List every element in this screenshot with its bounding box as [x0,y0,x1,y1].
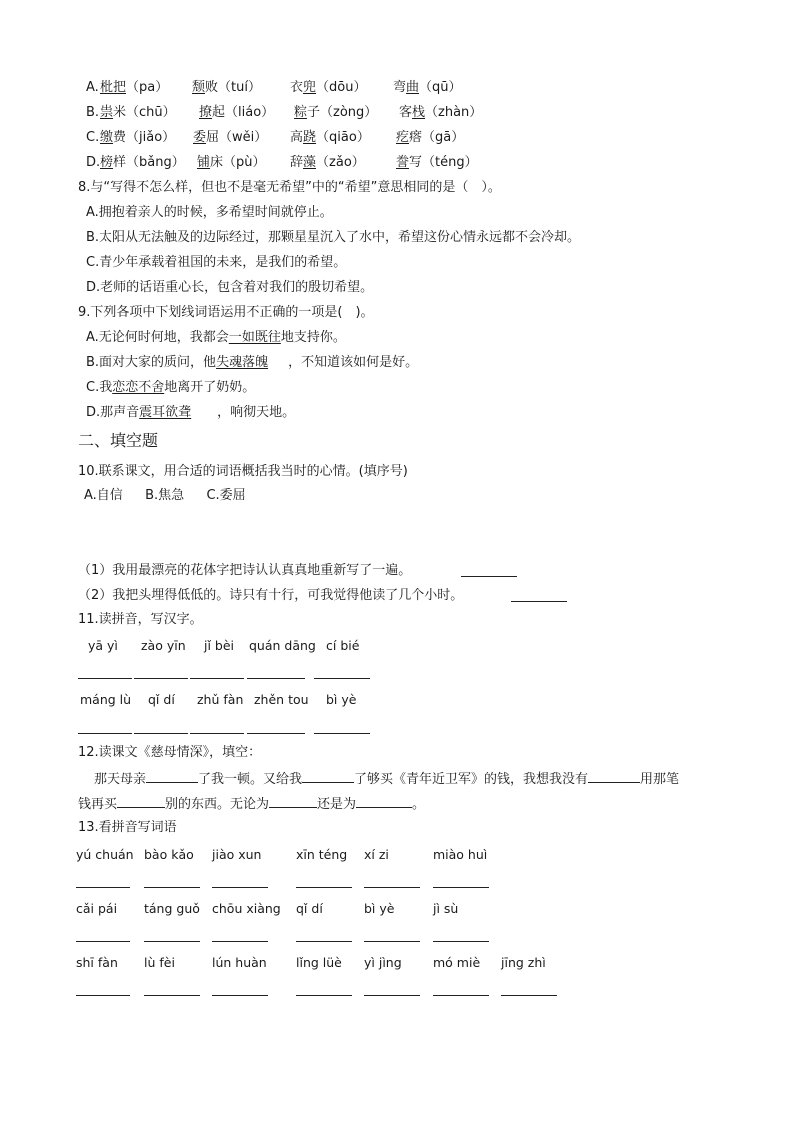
pinyin: lù fèi [144,955,175,970]
answer-blank[interactable] [433,887,489,888]
option-letter: A. [86,80,99,95]
option-letter: B. [86,105,100,120]
pinyin: xīn téng [296,847,348,862]
q11-stem: 11.读拼音，写汉字。 [78,612,203,627]
pinyin: táng guǒ [144,901,200,916]
q7-a-item-1: 枇把（pa） [100,80,169,95]
pinyin: lún huàn [212,955,267,970]
q7-b-item-2: 撩起（liáo） [199,105,275,120]
pinyin: qǐ dí [148,692,175,707]
q7-b-item-1: 祟米（chū） [100,105,176,120]
q12-line-1: 那天母亲 了我一顿。又给我 了够买《青年近卫军》的钱，我想我没有 用那笔 [94,772,680,787]
answer-blank[interactable] [144,887,200,888]
q10-answer-blank-1[interactable] [461,576,517,577]
pinyin: jì sù [433,901,459,916]
answer-blank[interactable] [314,733,370,734]
q10-choices [84,487,246,505]
q10-answer-blank-2[interactable] [511,601,567,602]
pinyin: bào kǎo [144,847,194,862]
pinyin: jǐ bèi [204,638,235,653]
q10-stem: 10.联系课文，用合适的词语概括我当时的心情。(填序号) [78,464,408,479]
answer-blank[interactable] [134,733,188,734]
answer-blank[interactable] [144,995,200,996]
q7-a-item-3: 衣兜（dōu） [290,80,367,95]
fill-blank[interactable] [269,795,317,808]
q9-option-d: D.那声音震耳欲聋 ，响彻天地。 [86,405,296,420]
q7-b-item-3: 粽子（zòng） [294,105,378,120]
answer-blank[interactable] [134,678,188,679]
pinyin: lǐng lüè [296,955,342,970]
answer-blank[interactable] [296,941,352,942]
q7-d-item-3: 辞藻（zǎo） [290,155,365,170]
answer-blank[interactable] [314,678,370,679]
answer-blank[interactable] [212,887,268,888]
q7-d-item-2: 铺床（pù） [197,155,266,170]
option-letter: D. [86,155,101,170]
answer-blank[interactable] [364,887,420,888]
pinyin: yì jìng [364,955,402,970]
answer-blank[interactable] [364,941,420,942]
fill-blank[interactable] [356,795,412,808]
answer-blank[interactable] [296,995,352,996]
pinyin: jiào xun [212,847,262,862]
q9-option-c: C.我恋恋不舍地离开了奶奶。 [86,380,256,395]
pinyin: jīng zhì [501,955,546,970]
q9-option-b: B.面对大家的质问，他失魂落魄 ，不知道该如何是好。 [86,355,419,370]
q7-c-item-1: 缴费（jiǎo） [100,130,176,145]
q8-option-b: B.太阳从无法触及的边际经过，那颗星星沉入了水中，希望这份心情永远都不会冷却。 [86,230,581,245]
q10-item-1: （1）我用最漂亮的花体字把诗认认真真地重新写了一遍。 [78,563,412,578]
fill-blank[interactable] [146,770,198,783]
answer-blank[interactable] [212,941,268,942]
q13-stem: 13.看拼音写词语 [78,820,177,835]
pinyin: yā yì [88,638,118,653]
q7-c-item-3: 高跷（qiāo） [290,130,370,145]
q7-c-item-4: 疙瘩（gā） [396,130,465,145]
q8-stem: 8.与“写得不怎么样，但也不是毫无希望”中的“希望”意思相同的是（ ）。 [78,180,501,195]
answer-blank[interactable] [296,887,352,888]
pinyin: zhěn tou [254,692,309,707]
answer-blank[interactable] [501,995,557,996]
answer-blank[interactable] [247,733,305,734]
q9-option-a: A.无论何时何地，我都会一如既往地支持你。 [86,330,346,345]
answer-blank[interactable] [144,941,200,942]
pinyin: cí bié [326,638,360,653]
pinyin: máng lù [80,692,132,707]
answer-blank[interactable] [190,733,244,734]
pinyin: yú chuán [76,847,134,862]
q7-option-d [86,154,100,172]
pinyin: zào yīn [141,638,186,653]
q7-d-item-4: 誊写（téng） [396,155,478,170]
answer-blank[interactable] [76,995,130,996]
q7-option-a [86,79,99,97]
pinyin: bì yè [326,692,357,707]
q7-c-item-2: 委屈（wěi） [193,130,268,145]
q7-option-b [86,104,99,122]
pinyin: zhǔ fàn [197,692,244,707]
q8-option-c: C.青少年承载着祖国的未来，是我们的希望。 [86,255,347,270]
fill-blank[interactable] [117,795,165,808]
section-title: 二、填空题 [78,431,159,450]
q10-item-2: （2）我把头埋得低低的。诗只有十行，可我觉得他读了几个小时。 [78,588,464,603]
answer-blank[interactable] [190,678,244,679]
answer-blank[interactable] [247,678,305,679]
pinyin: miào huì [433,847,488,862]
q7-a-item-4: 弯曲（qū） [393,80,462,95]
answer-blank[interactable] [364,995,420,996]
pinyin: xí zi [364,847,389,862]
q9-stem: 9.下列各项中下划线词语运用不正确的一项是( )。 [78,305,374,320]
pinyin: cǎi pái [76,901,118,916]
pinyin: bì yè [364,901,395,916]
choice-c: C.委屈 [206,488,246,503]
choice-b: B.焦急 [145,488,185,503]
q12-line-2: 钱再买 别的东西。无论为 还是为 。 [78,797,426,812]
q8-option-a: A.拥抱着亲人的时候，多希望时间就停止。 [86,205,333,220]
answer-blank[interactable] [76,887,130,888]
q8-option-d: D.老师的话语重心长，包含着对我们的殷切希望。 [86,280,374,295]
q7-a-item-2: 颓败（tuí） [192,80,261,95]
pinyin: mó miè [433,955,481,970]
q12-stem: 12.读课文《慈母情深》，填空： [78,745,262,760]
pinyin: shī fàn [76,955,118,970]
choice-a: A.自信 [84,488,123,503]
option-letter: C. [86,130,100,145]
pinyin: qǐ dí [296,901,323,916]
q7-d-item-1: 榜样（bǎng） [100,155,185,170]
fill-blank[interactable] [302,770,354,783]
pinyin: chōu xiàng [212,901,281,916]
q7-b-item-4: 客栈（zhàn） [399,105,483,120]
answer-blank[interactable] [433,941,489,942]
answer-blank[interactable] [212,995,268,996]
q7-option-c [86,129,99,147]
answer-blank[interactable] [76,941,130,942]
answer-blank[interactable] [78,678,132,679]
pinyin: quán dāng [249,638,316,653]
fill-blank[interactable] [588,770,640,783]
answer-blank[interactable] [433,995,489,996]
answer-blank[interactable] [78,733,132,734]
